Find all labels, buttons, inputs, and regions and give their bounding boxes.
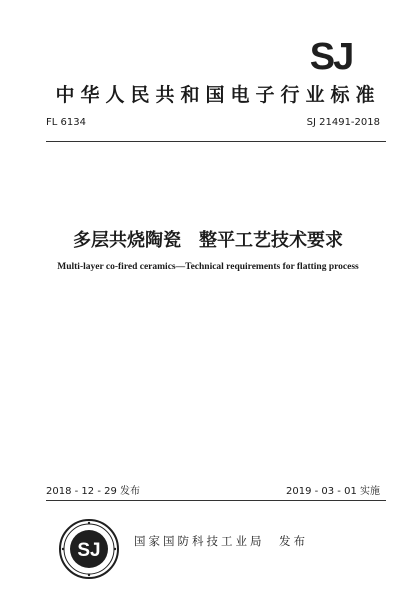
publisher-seal-icon: [58, 518, 120, 580]
sj-logo-icon: [298, 38, 364, 74]
footer-divider: [46, 500, 386, 501]
publisher: 国家国防科技工业局 发布: [134, 534, 308, 548]
implement-date: 2019 - 03 - 01 实施: [285, 486, 380, 497]
org-title: 中华人民共和国电子行业标准: [55, 84, 381, 106]
standard-title-zh: 多层共烧陶瓷 整平工艺技术要求: [73, 230, 343, 251]
standard-title-en: Multi-layer co-fired ceramics—Technical requirements for flatting process: [57, 262, 359, 272]
sj-logo-text: SJ: [309, 38, 353, 74]
header-divider: [46, 141, 386, 142]
standard-number: SJ 21491-2018: [306, 117, 380, 128]
issue-date: 2018 - 12 - 29 发布: [46, 486, 141, 497]
classification-code: FL 6134: [46, 117, 86, 128]
seal-text: SJ: [77, 540, 101, 561]
